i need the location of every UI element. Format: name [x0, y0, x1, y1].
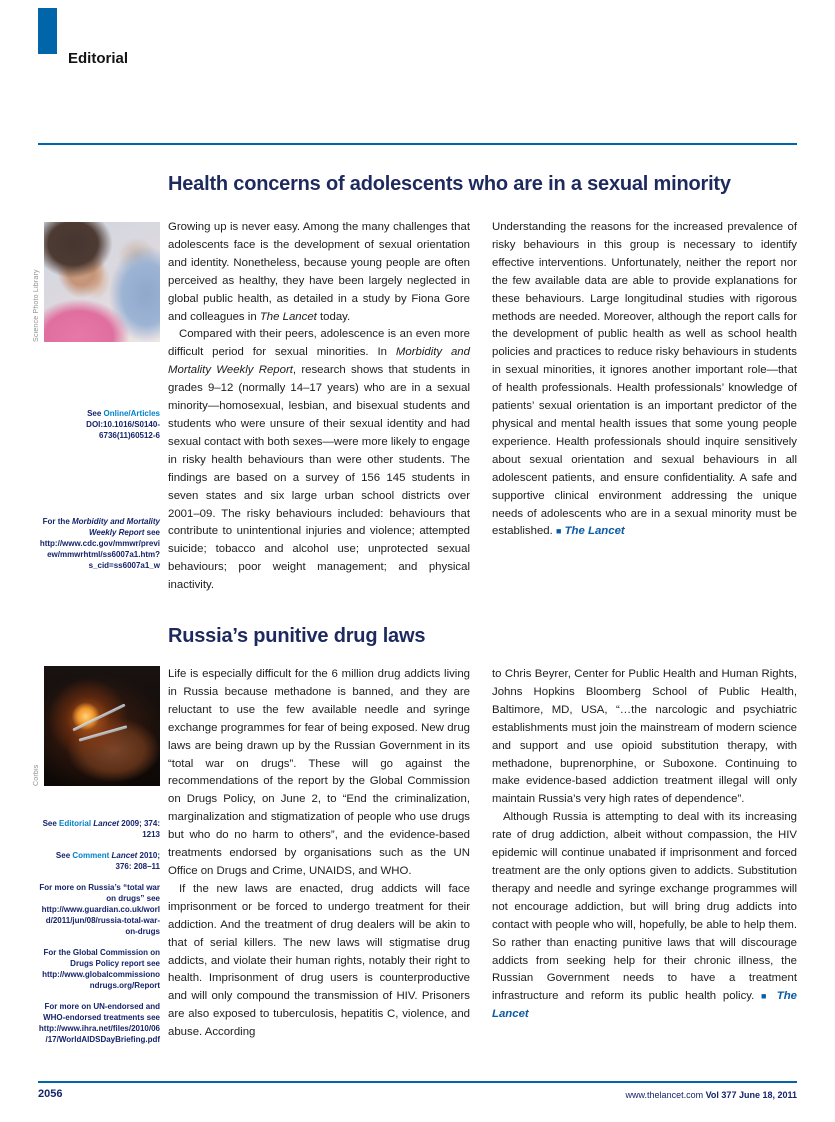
article2-title: Russia’s punitive drug laws — [168, 625, 426, 647]
segment-it: Morbidity and Mortality Weekly Report — [168, 346, 470, 377]
text-segment — [770, 990, 777, 1002]
text-segment: See — [55, 851, 73, 860]
text-segment: Compared with their peers, adolescence is an even more difficult period for sexual minorities. In — [168, 328, 470, 359]
segment-it: Morbidity and Mortality Weekly Report — [72, 517, 160, 537]
article1-column-1 — [168, 219, 470, 595]
paragraph — [168, 666, 470, 881]
paragraph — [168, 219, 470, 326]
lancet-brand-mark — [38, 8, 57, 54]
margin-link[interactable]: Editorial — [59, 819, 92, 828]
segment-it: Lancet — [111, 851, 138, 860]
margin-note — [38, 947, 160, 991]
page-number: 2056 — [38, 1088, 63, 1100]
article1-title: Health concerns of adolescents who are in a sexual minority — [168, 173, 731, 195]
article1-photo-credit: Science Photo Library — [33, 269, 40, 342]
text-segment: For the — [42, 517, 72, 526]
text-segment: , research shows that students in grades 9–12 (normally 14–17 years) who are in a sexual minority—homosexual, lesbian, and bisexual students and students who were unsure of their sexual identity and had sexual contact with both sexes—were more likely to engage in risky health behaviours than were other students. The findings are based on a survey of 156 145 students in seven states and six large urban school districts over 2001–09. The risky behaviours included: behaviours that contribute to unintentional injuries and violence; attempted suicide; tobacco and alcohol use; unprotected sexual behaviours; poor weight management; and physical inactivity. — [168, 364, 471, 592]
article1-column-2 — [492, 219, 797, 541]
margin-link[interactable]: Online/Articles — [103, 409, 160, 418]
text-segment: to Chris Beyrer, Center for Public Health and Human Rights, Johns Hopkins Bloomberg School of Public Health, Baltimore, MD, USA, “…the narcologic and psychiatric establishments must join the mainstream of modern science and support and use opioid substitution therapy, with methadone, buprenorphine, or Suboxone. Continuing to make evidence-based addiction treatment illegal will only maintain Russia’s very high rates of dependence”. — [492, 668, 797, 806]
text-segment: Understanding the reasons for the increased prevalence of risky behaviours in this group is necessary to identify effective interventions. Unfortunately, neither the report nor the few available data are able to provide explanations for these behaviours. Large longitudinal studies with rigorous methods are needed. Moreover, although the report calls for the development of public health as well as school health policies and practices to reduce risky behaviours in students in sexual minorities, it ignores another important role—that of health professionals. Health professionals’ knowledge of patients’ sexual orientation is an important predictor of the physical and mental health issues that some young people experience. Health professionals should inquire sensitively about sexual orientation and sexual behaviours in all adolescent patients, and ensure confidentiality. A safe and supportive clinical environment addressing the unique needs of adolescents who are in a sexual minority must be established. — [492, 221, 797, 538]
article1-photo-adolescents — [44, 222, 160, 342]
margin-note — [38, 1001, 160, 1045]
text-segment: www.thelancet.com — [625, 1090, 706, 1100]
text-segment: See — [87, 409, 104, 418]
text-segment: see http://www.globalcommissionondrugs.org/Report — [42, 959, 160, 990]
segment-it: Lancet — [93, 819, 120, 828]
text-segment: today. — [316, 310, 351, 323]
segment-b: Vol 377 June 18, 2011 — [705, 1090, 797, 1100]
margin-link[interactable]: Comment — [72, 851, 110, 860]
segment-it: The Lancet — [259, 310, 317, 323]
margin-note — [38, 408, 160, 441]
text-segment: If the new laws are enacted, drug addicts will face imprisonment or be forced to undergo treatment for their addiction. And the treatment of drug dealers will be akin to that of serial killers. The new laws will stigmatise drug addicts, and violate their human rights, notably their right to health. Imprisonment of drug users is counterproductive and will only compound the transmission of HIV. Prisoners are also exposed to tuberculosis, hepatitis C, violence, and abuse. According — [168, 882, 470, 1039]
margin-note — [38, 516, 160, 571]
segment-b: 374: — [143, 819, 160, 828]
segment-b: 376: — [115, 862, 132, 871]
text-segment: For the — [43, 948, 73, 957]
text-segment: 2010; — [137, 851, 160, 860]
segment-b: Russia’s “total war on drugs” — [88, 883, 160, 903]
paragraph — [492, 809, 797, 1024]
text-segment: 208–11 — [131, 862, 160, 871]
article2-column-2 — [492, 666, 797, 1024]
margin-note — [38, 818, 160, 840]
paragraph — [168, 881, 470, 1042]
text-segment: see http://www.ihra.net/files/2010/06/17/WorldAIDSDayBriefing.pdf — [38, 1013, 160, 1044]
footer-citation — [626, 1090, 797, 1100]
text-segment: 1213 — [142, 830, 160, 839]
text-segment: Life is especially difficult for the 6 million drug addicts living in Russia because methadone is banned, and they are reluctant to use the few available needle and syringe exchange programmes for fear of being exposed. New drug laws are being drawn up by the Russian Government in its “total war on drugs”. These will go against the recommendations of the report by the Global Commission on Drugs Policy, on June 2, to “End the criminalization, marginalization and stigmatization of people who use drugs but who do no harm to others”, and the evidence-based treatments endorsed by organisations such as the UN Office on Drugs and Crime, UNAIDS, and WHO. — [168, 668, 470, 877]
margin-note — [38, 882, 160, 937]
text-segment: Growing up is never easy. Among the many challenges that adolescents face is the development of sexual orientation and identity. Nonetheless, because young people are often perceived as healthy, they have been largely neglected in global public health, as detailed in a study by Fiona Gore and colleagues in — [168, 221, 470, 323]
article2-photo-credit: Corbis — [33, 764, 40, 786]
paragraph — [492, 666, 797, 809]
text-segment: Although Russia is attempting to deal with its increasing rate of drug addiction, albeit without compassion, the HIV epidemic will continue unabated if imprisonment and forced treatment are the only options given to addicts. Substitution therapy and needle and syringe exchange programmes will not encourage addiction, but will bring drug addicts into contact with people who will, hopefully, be able to help them. So rather than enacting punitive laws that will discourage addicts from seeking help for their chronic illness, the Russian Government needs to have a treatment infrastructure and reform its public health policy. — [492, 811, 797, 1003]
text-segment: DOI:10.1016/S0140-6736(11)60512-6 — [86, 420, 160, 440]
segment-sig: The Lancet — [492, 990, 798, 1021]
text-segment: For more on — [44, 1002, 94, 1011]
paragraph — [168, 326, 470, 595]
article2-margin-notes — [38, 818, 160, 1045]
margin-note — [38, 850, 160, 872]
text-segment: see http://www.cdc.gov/mmwr/preview/mmwrhtml/ss6007a1.htm?s_cid=ss6007a1_w — [39, 528, 160, 570]
paragraph — [492, 219, 797, 541]
article1-margin-notes-mmwr — [38, 516, 160, 571]
segment-sig: The Lancet — [564, 525, 625, 538]
text-segment: 2009; — [119, 819, 144, 828]
segment-b: Global Commission on Drugs Policy report — [70, 948, 160, 968]
section-label: Editorial — [68, 50, 129, 67]
article2-photo-syringes — [44, 666, 160, 786]
segment-mark: ■ — [555, 526, 562, 537]
segment-mark: ■ — [761, 991, 771, 1002]
text-segment: For more on — [39, 883, 89, 892]
footer-divider — [38, 1081, 797, 1083]
text-segment: see http://www.guardian.co.uk/world/2011/jun/08/russia-total-war-on-drugs — [41, 894, 160, 936]
segment-b: UN-endorsed and WHO-endorsed treatments — [43, 1002, 160, 1022]
article1-margin-notes-online — [38, 408, 160, 441]
text-segment: See — [42, 819, 60, 828]
article2-column-1 — [168, 666, 470, 1042]
header-divider — [38, 143, 797, 145]
